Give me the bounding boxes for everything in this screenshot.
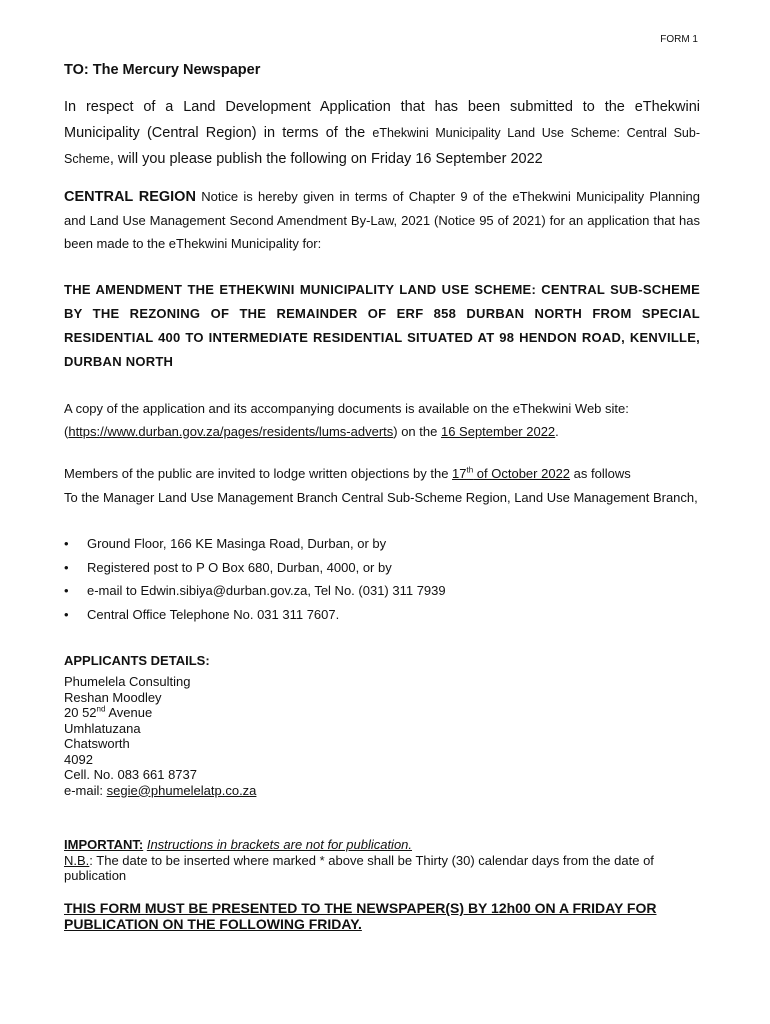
street-suffix: nd	[96, 704, 106, 714]
deadline-day: 17	[452, 466, 467, 481]
email-label: e-mail:	[64, 782, 107, 798]
bullet-icon: •	[64, 606, 69, 622]
list-item-text: e-mail to Edwin.sibiya@durban.gov.za, Tel No. (031) 311 7939	[87, 583, 446, 598]
notice-paragraph	[64, 185, 700, 255]
nb-text: : The date to be inserted where marked * above shall be Thirty (30) calendar days from the date of publication	[64, 852, 654, 883]
lodge-methods-list	[64, 532, 700, 626]
applicant-email-line	[64, 783, 700, 799]
notice-text: Notice is hereby given in terms of Chapter 9 of the eThekwini Municipality Planning and Land Use Management Second Amendment By-Law, 2021 (Notice 95 of 2021) for an application that has been made to the eThekwini Municipality for:	[64, 189, 700, 251]
list-item-text: Central Office Telephone No. 031 311 7607.	[87, 606, 340, 622]
scheme-name: eThekwini Municipality Land Use Scheme: Central Sub-Scheme	[64, 126, 700, 166]
form-number: FORM 1	[660, 34, 698, 45]
publication-date: 16 September 2022	[440, 424, 556, 439]
applicant-email-link[interactable]: segie@phumelelatp.co.za	[106, 782, 257, 798]
copy-text-mid: ) on the	[393, 424, 441, 439]
region-heading: CENTRAL REGION	[64, 189, 196, 205]
important-instruction: Instructions in brackets are not for publication.	[146, 837, 413, 852]
applicant-company: Phumelela Consulting	[64, 674, 191, 689]
submission-deadline-notice: THIS FORM MUST BE PRESENTED TO THE NEWSPAPER(S) BY 12h00 ON A FRIDAY FOR PUBLICATION ON THE FOLLOWING FRIDAY.	[64, 900, 657, 932]
applicant-suburb: Umhlatuzana	[64, 720, 141, 736]
deadline-month-year: of October 2022	[473, 466, 571, 481]
applicant-heading: APPLICANTS DETAILS:	[64, 653, 210, 668]
important-line	[64, 837, 700, 853]
bullet-icon: •	[64, 536, 69, 551]
nb-label: N.B.	[64, 852, 90, 868]
objections-text-mid: as follows	[570, 466, 631, 481]
objection-deadline	[452, 466, 570, 481]
list-item	[64, 532, 700, 556]
list-item	[64, 603, 700, 627]
objections-recipient: To the Manager Land Use Management Branch Central Sub-Scheme Region, Land Use Management Branch,	[64, 490, 698, 505]
list-item	[64, 556, 700, 580]
website-link[interactable]: https://www.durban.gov.za/pages/residents/lums-adverts	[68, 424, 394, 439]
intro-paragraph	[64, 94, 700, 172]
list-item-text: Ground Floor, 166 KE Masinga Road, Durban, or by	[87, 536, 387, 551]
objections-text-start: Members of the public are invited to lodge written objections by the	[64, 466, 453, 481]
copy-text-start: A copy of the application and its accompanying documents is available on the eThekwini Web site: (	[64, 401, 629, 439]
copy-text-end: .	[555, 424, 559, 439]
addressee-line: TO: The Mercury Newspaper	[64, 62, 261, 78]
copy-availability-paragraph	[64, 397, 700, 443]
applicant-name: Reshan Moodley	[64, 689, 162, 705]
street-number: 20 52	[64, 705, 97, 720]
applicant-cell: Cell. No. 083 661 8737	[64, 767, 197, 782]
applicant-postcode: 4092	[64, 751, 93, 767]
bullet-icon: •	[64, 583, 69, 598]
list-item	[64, 579, 700, 603]
nb-line	[64, 853, 700, 884]
applicant-details	[64, 674, 700, 798]
intro-text-end: , will you please publish the following on Friday 16 September 2022	[109, 151, 543, 167]
applicant-city: Chatsworth	[64, 736, 130, 751]
intro-text-start: In respect of a Land Development Application that has been submitted to the eThekwini Municipality (Central Region) in terms of the	[64, 99, 700, 141]
amendment-title: THE AMENDMENT THE ETHEKWINI MUNICIPALITY LAND USE SCHEME: CENTRAL SUB-SCHEME BY THE REZONING OF THE REMAINDER OF ERF 858 DURBAN NORTH FROM SPECIAL RESIDENTIAL 400 TO INTERMEDIATE RESIDENTIAL SITUATED AT 98 HENDON ROAD, KENVILLE, DURBAN NORTH	[64, 282, 700, 369]
deadline-day-suffix: th	[466, 465, 474, 475]
important-note	[64, 837, 700, 884]
objections-paragraph	[64, 462, 700, 510]
list-item-text: Registered post to P O Box 680, Durban, 4000, or by	[87, 559, 392, 575]
important-label: IMPORTANT:	[64, 837, 144, 852]
bullet-icon: •	[64, 559, 69, 575]
applicant-street	[64, 705, 700, 721]
street-name: Avenue	[105, 705, 153, 720]
